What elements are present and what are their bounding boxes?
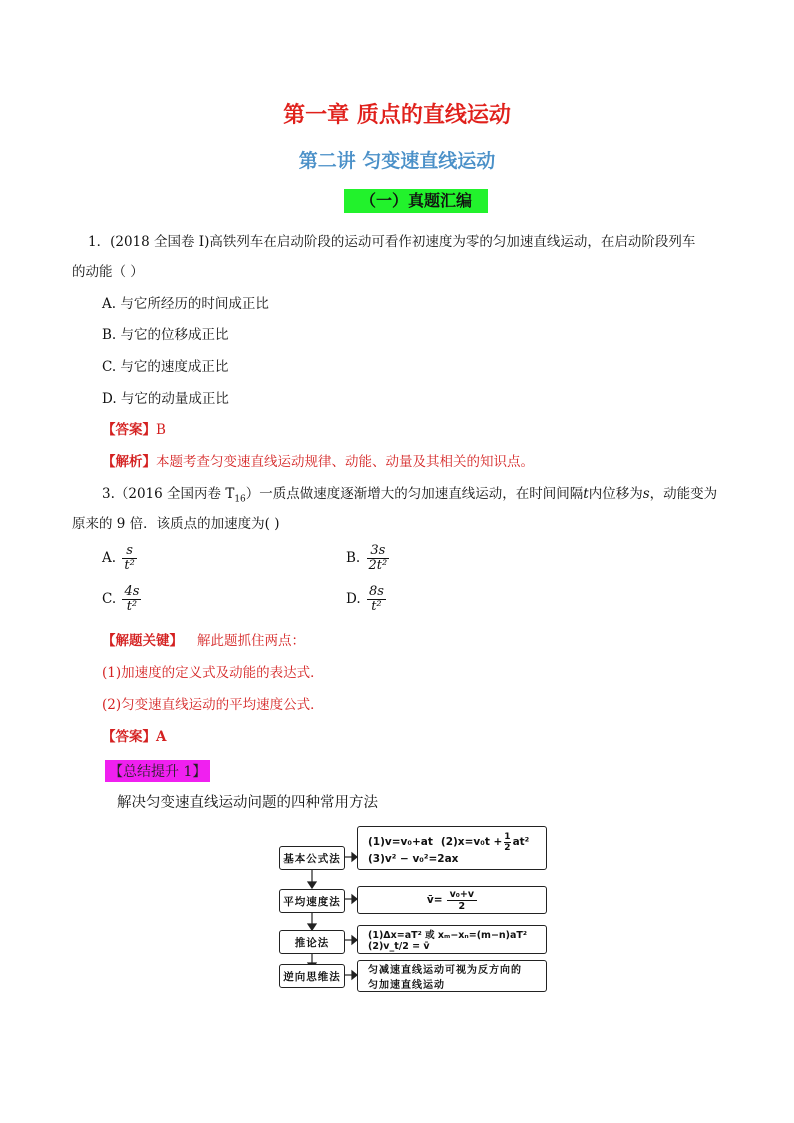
- formula-fraction: [447, 889, 478, 912]
- q1-answer-value: B: [156, 422, 166, 438]
- q1-option-a: A. 与它所经历的时间成正比: [102, 296, 269, 312]
- q3-stem-part: ）一质点做速度逐渐增大的匀加速直线运动，在时间间隔: [245, 486, 584, 502]
- chapter-title: 第一章 质点的直线运动: [283, 102, 511, 128]
- method-average-velocity: 平均速度法: [279, 889, 345, 913]
- down-arrow-head: [308, 882, 316, 888]
- fraction-denominator: 2t²: [368, 558, 388, 573]
- section-title: （一）真题汇编: [344, 189, 488, 213]
- q3-answer-label: 【答案】: [102, 729, 156, 745]
- q3-stem-part: 内位移为: [588, 486, 643, 502]
- summary-subtitle: 解决匀变速直线运动问题的四种常用方法: [117, 795, 378, 811]
- formula-text: (1)v=v₀+at: [368, 836, 433, 848]
- q1-option-b: B. 与它的位移成正比: [102, 327, 229, 343]
- option-label: C.: [102, 591, 117, 607]
- method-reverse-thinking: 逆向思维法: [279, 964, 345, 988]
- formula-reverse-line1: 匀减速直线运动可视为反方向的: [368, 965, 522, 976]
- fraction-denominator: t²: [371, 599, 382, 614]
- method-inference: 推论法: [279, 930, 345, 954]
- fraction-numerator: 1: [504, 831, 511, 842]
- q3-key-text: 解此题抓住两点：: [197, 633, 305, 649]
- q3-stem-var-t: t: [583, 486, 589, 502]
- q1-analysis-label: 【解析】: [102, 454, 156, 470]
- fraction-denominator: 2: [504, 842, 511, 853]
- formula-text: v̄=: [426, 894, 443, 906]
- formula-average-box: [357, 886, 547, 914]
- formula-basic-line1: [368, 832, 546, 853]
- fraction-denominator: t²: [126, 599, 138, 614]
- formula-text: at²: [512, 836, 530, 848]
- lecture-title: 第二讲 匀变速直线运动: [298, 150, 496, 172]
- q1-stem-line1: 1．(2018 全国卷 I)高铁列车在启动阶段的运动可看作初速度为零的匀加速直线运动，在启动阶段列车: [88, 234, 696, 250]
- q3-stem-line2: 原来的 9 倍．该质点的加速度为( ): [72, 516, 280, 532]
- formula-basic-box: [357, 826, 547, 870]
- fraction-numerator: 8s: [368, 584, 384, 599]
- q1-answer-label: 【答案】: [102, 422, 156, 438]
- formula-inference-line2: (2)v_t/2 = v̄: [368, 941, 430, 952]
- formula-inference-box: [357, 925, 547, 954]
- option-label: B.: [346, 550, 361, 566]
- formula-inference-line1: (1)Δx=aT² 或 xₘ−xₙ=(m−n)aT²: [368, 930, 528, 941]
- q3-answer-value: A: [156, 729, 167, 745]
- q1-option-d: D. 与它的动量成正比: [102, 391, 229, 407]
- summary-label: 【总结提升 1】: [105, 760, 210, 782]
- formula-basic-line2: (3)v² − v₀²=2ax: [368, 852, 459, 865]
- fraction-numerator: s: [122, 544, 136, 559]
- fraction-numerator: 3s: [367, 544, 390, 559]
- q3-key-label: 【解题关键】: [102, 633, 183, 649]
- q3-key-point-2: (2)匀变速直线运动的平均速度公式．: [102, 697, 324, 713]
- q3-stem-subscript: 16: [234, 494, 246, 505]
- q3-stem-var-s: s: [642, 486, 650, 502]
- formula-reverse-box: [357, 960, 547, 992]
- formula-reverse-line2: 匀加速直线运动: [368, 980, 445, 991]
- method-basic-formula: 基本公式法: [279, 846, 345, 870]
- q1-analysis-text: 本题考查匀变速直线运动规律、动能、动量及其相关的知识点。: [156, 454, 534, 470]
- q1-option-c: C. 与它的速度成正比: [102, 359, 229, 375]
- option-label: D.: [346, 591, 361, 607]
- fraction-numerator: 4s: [124, 584, 140, 599]
- fraction-denominator: t²: [124, 558, 135, 573]
- formula-fraction: [504, 832, 510, 853]
- fraction-denominator: 2: [458, 900, 466, 912]
- formula-text: (2)x=v₀t +: [440, 836, 503, 848]
- option-label: A.: [102, 550, 117, 566]
- q3-stem-part: ，动能变为: [649, 486, 718, 502]
- q1-stem-line2: 的动能（ ）: [72, 264, 144, 280]
- q3-stem-part: 3.（2016 全国丙卷 T: [102, 486, 235, 502]
- q3-key-point-1: (1)加速度的定义式及动能的表达式．: [102, 665, 324, 681]
- fraction-numerator: v₀+v: [447, 889, 478, 901]
